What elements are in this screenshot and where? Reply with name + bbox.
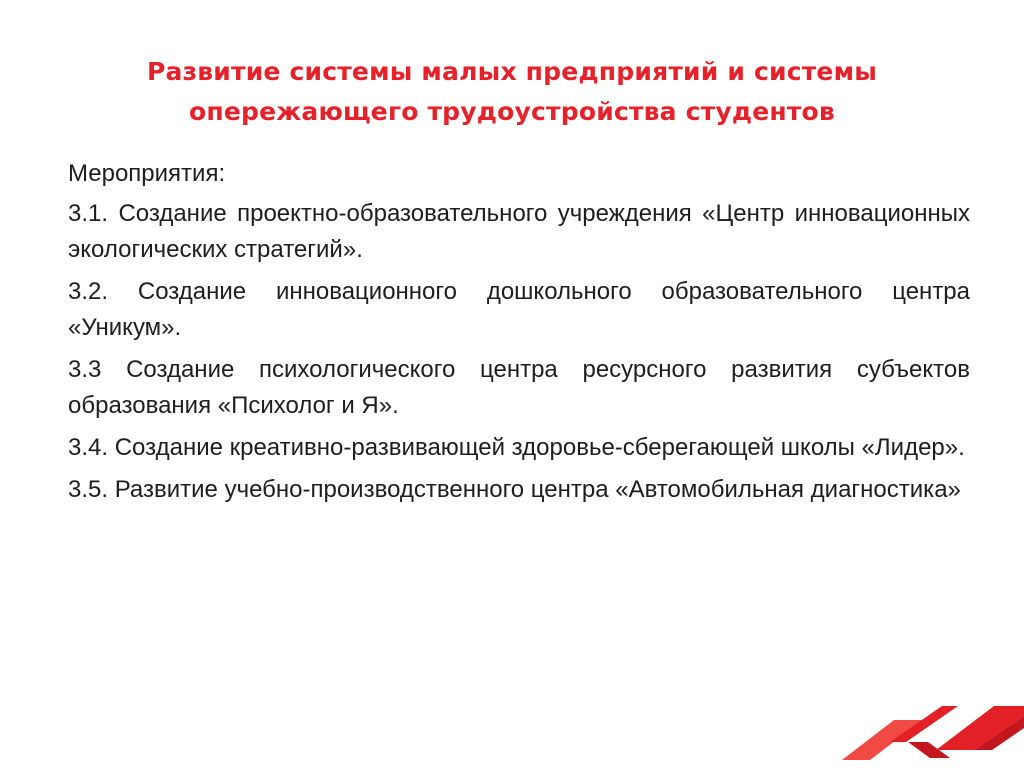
slide-body — [68, 156, 970, 514]
activity-item-3-4: 3.4. Создание креативно-развивающей здоровье-сберегающей школы «Лидер». — [68, 434, 965, 461]
activity-item-3-1: 3.1. Создание проектно-образовательного учреждения «Центр инновационных экологических стратегий». — [68, 200, 970, 263]
activities-heading: Мероприятия: — [68, 160, 226, 187]
activity-item-3-3: 3.3 Создание психологического центра ресурсного развития субъектов образования «Психолог и Я». — [68, 356, 970, 419]
activity-item-3-5: 3.5. Развитие учебно-производственного центра «Автомобильная диагностика» — [68, 476, 961, 503]
slide-title — [40, 52, 984, 132]
slide-title-line-2: опережающего трудоустройства студентов — [189, 97, 835, 126]
slide-title-line-1: Развитие системы малых предприятий и системы — [146, 57, 878, 86]
activity-item-3-2: 3.2. Создание инновационного дошкольного образовательного центра «Уникум». — [68, 278, 970, 341]
red-ribbon-corner-icon — [824, 698, 1024, 768]
